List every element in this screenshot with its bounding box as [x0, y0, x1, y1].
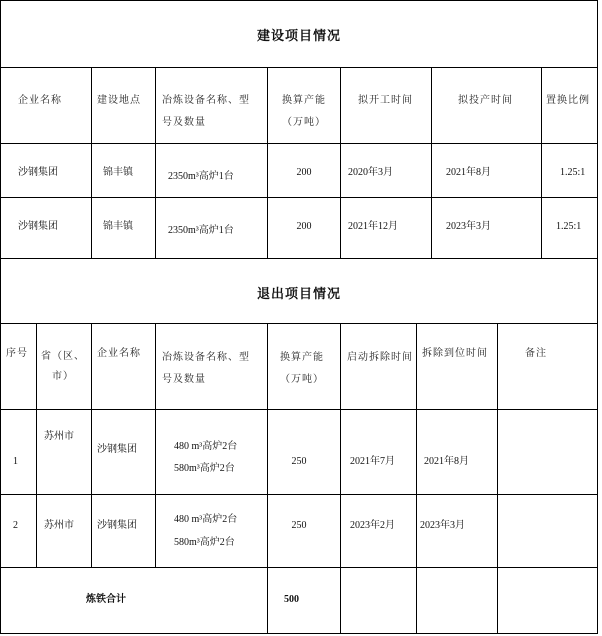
rule-exit-header-bottom	[0, 409, 598, 410]
rule-b5	[431, 67, 432, 258]
exit-row1-equipment-2: 580m³高炉2台	[174, 463, 235, 474]
build-row1-production-time: 2021年8月	[446, 167, 491, 178]
exit-row1-dismantle-done: 2021年8月	[424, 456, 469, 467]
rule-e2	[91, 323, 92, 567]
rule-build-header-bottom	[0, 143, 598, 144]
rule-bottom	[0, 633, 598, 634]
exit-header-dismantle-start: 启动拆除时间	[347, 352, 413, 363]
exit-row2-capacity: 250	[291, 520, 307, 531]
build-row2-location: 锦丰镇	[103, 221, 133, 232]
build-section-title: 建设项目情况	[256, 29, 341, 44]
rule-e4	[267, 323, 268, 633]
build-row2-capacity: 200	[296, 221, 312, 232]
rule-b6	[541, 67, 542, 258]
rule-build-row1-bottom	[0, 197, 598, 198]
build-row1-equipment: 2350m³高炉1台	[168, 171, 234, 182]
exit-header-equipment: 冶炼设备名称、型号及数量	[162, 352, 250, 385]
exit-section-title: 退出项目情况	[256, 287, 341, 302]
rule-e5	[340, 323, 341, 633]
total-value: 500	[284, 594, 299, 605]
exit-row2-company: 沙钢集团	[97, 520, 137, 531]
build-row2-production-time: 2023年3月	[446, 221, 491, 232]
build-header-location: 建设地点	[97, 95, 141, 106]
rule-exit-row1-bottom	[0, 494, 598, 495]
build-row2-equipment: 2350m³高炉1台	[168, 225, 234, 236]
rule-build-row2-bottom	[0, 258, 598, 259]
rule-right	[597, 0, 598, 634]
build-row1-ratio: 1.25:1	[560, 167, 586, 178]
exit-row1-capacity: 250	[291, 456, 307, 467]
build-row2-start-time: 2021年12月	[348, 221, 398, 232]
exit-header-capacity: 换算产能（万吨）	[280, 352, 324, 385]
rule-e3	[155, 323, 156, 567]
rule-build-title-bottom	[0, 67, 598, 68]
exit-row1-dismantle-start: 2021年7月	[350, 456, 395, 467]
build-row1-company: 沙钢集团	[18, 167, 58, 178]
build-header-capacity: 换算产能（万吨）	[282, 95, 326, 128]
rule-e1	[36, 323, 37, 567]
rule-top	[0, 0, 598, 1]
rule-e7	[497, 323, 498, 633]
exit-row2-equipment-2: 580m³高炉2台	[174, 537, 235, 548]
rule-e6	[416, 323, 417, 633]
exit-row2-equipment-1: 480 m³高炉2台	[174, 514, 238, 525]
build-row1-start-time: 2020年3月	[348, 167, 393, 178]
exit-header-seq: 序号	[6, 348, 28, 359]
build-header-company: 企业名称	[18, 95, 62, 106]
build-header-equipment: 冶炼设备名称、型号及数量	[162, 95, 250, 128]
exit-row2-dismantle-done: 2023年3月	[420, 520, 465, 531]
rule-exit-row2-bottom	[0, 567, 598, 568]
total-label: 炼铁合计	[86, 594, 126, 605]
rule-b1	[91, 67, 92, 258]
exit-row2-region: 苏州市	[44, 520, 74, 531]
exit-row1-equipment-1: 480 m³高炉2台	[174, 441, 238, 452]
build-row1-location: 锦丰镇	[103, 167, 133, 178]
exit-row1-company: 沙钢集团	[97, 444, 137, 455]
build-header-ratio: 置换比例	[546, 95, 590, 106]
exit-header-company: 企业名称	[97, 348, 141, 359]
exit-row1-region: 苏州市	[44, 431, 74, 442]
rule-left	[0, 0, 1, 634]
exit-row2-dismantle-start: 2023年2月	[350, 520, 395, 531]
rule-exit-title-bottom	[0, 323, 598, 324]
exit-header-dismantle-done: 拆除到位时间	[422, 348, 488, 359]
rule-b4	[340, 67, 341, 258]
rule-b2	[155, 67, 156, 258]
build-row2-company: 沙钢集团	[18, 221, 58, 232]
build-header-start-time: 拟开工时间	[358, 95, 413, 106]
exit-row2-seq: 2	[13, 520, 18, 531]
exit-header-remark: 备注	[525, 348, 547, 359]
build-header-production-time: 拟投产时间	[458, 95, 513, 106]
exit-row1-seq: 1	[13, 456, 18, 467]
build-row1-capacity: 200	[296, 167, 312, 178]
build-row2-ratio: 1.25:1	[556, 221, 582, 232]
exit-header-region: 省（区、市）	[41, 351, 85, 382]
